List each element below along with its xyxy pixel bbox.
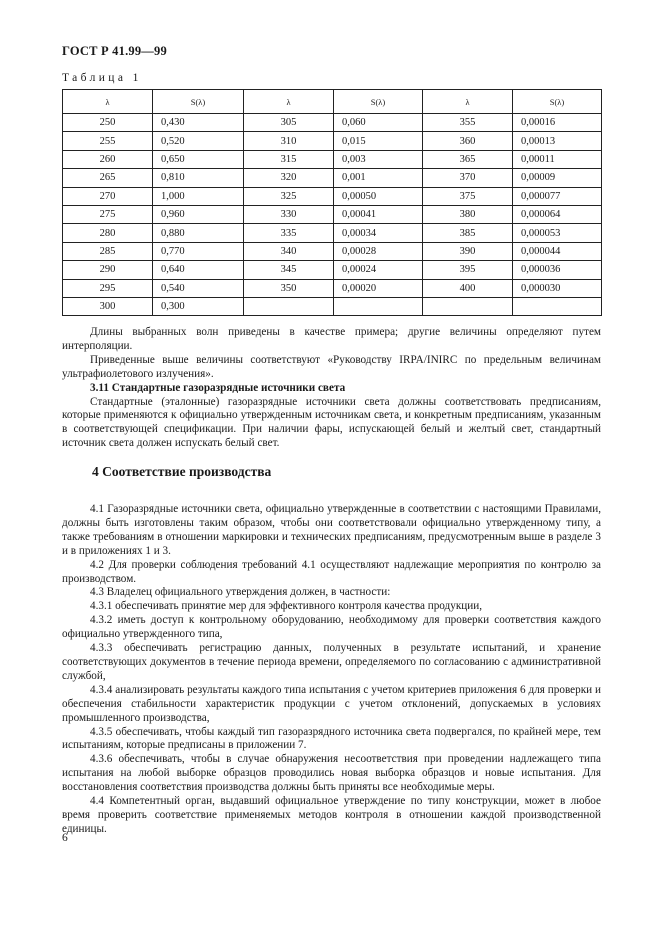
- weighting-value-cell: 0,810: [153, 169, 244, 187]
- wavelength-cell: 400: [423, 279, 513, 297]
- weighting-value-cell: 0,00041: [334, 205, 423, 223]
- paragraph-4-4: 4.4 Компетентный орган, выдавший официальное утверждение по типу конструкции, может в любое время проверить соответствие применяемых методов контроля в отношении каждой производственной единицы.: [62, 795, 601, 835]
- table-header-row: [63, 90, 602, 114]
- weighting-value-cell: 0,001: [334, 169, 423, 187]
- table-row: [63, 224, 602, 242]
- weighting-value-cell: 0,00050: [334, 187, 423, 205]
- weighting-value-cell: 0,000030: [513, 279, 602, 297]
- weighting-value-cell: 0,00009: [513, 169, 602, 187]
- section-4-body: [62, 503, 601, 837]
- paragraph-3-11: Стандартные (эталонные) газоразрядные источники света должны соответствовать предписаниям, которые применяются к официально утвержденным источникам света, и конкретным предписаниям, указанным в соответствующей спецификации. При наличии фары, испускающей белый и желтый свет, стандартный источник света должен испускать белый свет.: [62, 395, 601, 450]
- table-row: [63, 279, 602, 297]
- weighting-value-cell: 0,015: [334, 132, 423, 150]
- table-body: [63, 114, 602, 316]
- weighting-value-cell: 0,060: [334, 114, 423, 132]
- paragraph-4-3-3: 4.3.3 обеспечивать регистрацию данных, полученных в результате испытаний, и хранение соответствующих документов в течение периода времени, определяемого по согласованию с административной службой,: [62, 642, 601, 682]
- wavelength-cell: 290: [63, 261, 153, 279]
- section-heading-4: 4 Соответствие производства: [92, 464, 272, 479]
- wavelength-cell: 325: [244, 187, 334, 205]
- weighting-value-cell: 0,00016: [513, 114, 602, 132]
- weighting-value-cell: 1,000: [153, 187, 244, 205]
- weighting-value-cell: 0,430: [153, 114, 244, 132]
- paragraph-4-3-6: 4.3.6 обеспечивать, чтобы в случае обнаружения несоответствия при проведении надлежащего типа испытания на любой выборке образцов проводились новая выборка образцов и новые испытания. Для восстановления соответствия производства должны быть приняты все необходимые меры.: [62, 753, 601, 794]
- wavelength-cell: 340: [244, 242, 334, 260]
- wavelength-cell: 275: [63, 205, 153, 223]
- paragraph-4-3-1: 4.3.1 обеспечивать принятие мер для эффективного контроля качества продукции,: [90, 600, 483, 613]
- header-s-lambda: S(λ): [334, 90, 423, 114]
- wavelength-cell: [244, 297, 334, 315]
- wavelength-cell: 365: [423, 150, 513, 168]
- wavelength-cell: 395: [423, 261, 513, 279]
- weighting-value-cell: 0,00028: [334, 242, 423, 260]
- table-row: [63, 297, 602, 315]
- weighting-value-cell: 0,00020: [334, 279, 423, 297]
- table-row: [63, 169, 602, 187]
- wavelength-cell: 335: [244, 224, 334, 242]
- header-lambda: λ: [63, 90, 153, 114]
- weighting-value-cell: 0,000064: [513, 205, 602, 223]
- note-irpa-reference: Приведенные выше величины соответствуют «Руководству IRPA/INIRC по предельным величинам ультрафиолетового излучения».: [62, 353, 601, 380]
- table-row: [63, 114, 602, 132]
- wavelength-cell: 260: [63, 150, 153, 168]
- wavelength-cell: 390: [423, 242, 513, 260]
- weighting-value-cell: 0,00024: [334, 261, 423, 279]
- weighting-value-cell: 0,003: [334, 150, 423, 168]
- header-s-lambda: S(λ): [153, 90, 244, 114]
- weighting-value-cell: 0,00034: [334, 224, 423, 242]
- header-s-lambda: S(λ): [513, 90, 602, 114]
- wavelength-cell: 265: [63, 169, 153, 187]
- weighting-value-cell: 0,540: [153, 279, 244, 297]
- weighting-value-cell: 0,960: [153, 205, 244, 223]
- wavelength-cell: 280: [63, 224, 153, 242]
- weighting-value-cell: 0,300: [153, 297, 244, 315]
- table-caption: Таблица 1: [62, 72, 142, 84]
- weighting-value-cell: 0,000077: [513, 187, 602, 205]
- wavelength-cell: 350: [244, 279, 334, 297]
- paragraph-4-3: 4.3 Владелец официального утверждения должен, в частности:: [90, 586, 391, 599]
- paragraph-4-1: 4.1 Газоразрядные источники света, официально утвержденные в соответствии с настоящими Правилами, должны быть изготовлены таким образом, чтобы они соответствовали официально утвержденному типу, а также требованиям в отношении маркировки и технических предписаниям, предусмотренным выше в разделе 3 и в приложениях 1 и 3.: [62, 503, 601, 557]
- notes-block: [62, 326, 601, 451]
- table-row: [63, 242, 602, 260]
- note-interpolation: Длины выбранных волн приведены в качестве примера; другие величины определяют путем интерполяции.: [62, 326, 601, 352]
- wavelength-cell: 370: [423, 169, 513, 187]
- weighting-value-cell: [513, 297, 602, 315]
- paragraph-4-3-5: 4.3.5 обеспечивать, чтобы каждый тип газоразрядного источника света подвергался, по крайней мере, тем испытаниям, которые предписаны в приложении 7.: [62, 725, 601, 752]
- weighting-value-cell: 0,880: [153, 224, 244, 242]
- wavelength-cell: 375: [423, 187, 513, 205]
- subsection-heading-3-11: 3.11 Стандартные газоразрядные источники света: [90, 381, 346, 394]
- table-row: [63, 187, 602, 205]
- wavelength-cell: 310: [244, 132, 334, 150]
- document-header: ГОСТ Р 41.99—99: [62, 44, 167, 58]
- weighting-value-cell: 0,640: [153, 261, 244, 279]
- wavelength-cell: 250: [63, 114, 153, 132]
- weighting-value-cell: 0,650: [153, 150, 244, 168]
- wavelength-cell: 295: [63, 279, 153, 297]
- wavelength-cell: 345: [244, 261, 334, 279]
- spectral-weighting-table: [62, 89, 602, 316]
- header-lambda: λ: [423, 90, 513, 114]
- paragraph-4-2: 4.2 Для проверки соблюдения требований 4.1 осуществляют надлежащие мероприятия по контролю за производством.: [62, 558, 601, 585]
- weighting-value-cell: 0,00011: [513, 150, 602, 168]
- wavelength-cell: 305: [244, 114, 334, 132]
- wavelength-cell: 320: [244, 169, 334, 187]
- weighting-value-cell: 0,520: [153, 132, 244, 150]
- weighting-value-cell: 0,00013: [513, 132, 602, 150]
- weighting-value-cell: 0,770: [153, 242, 244, 260]
- page-number: 6: [62, 832, 68, 844]
- table-row: [63, 205, 602, 223]
- table-row: [63, 150, 602, 168]
- weighting-value-cell: 0,000044: [513, 242, 602, 260]
- header-lambda: λ: [244, 90, 334, 114]
- weighting-value-cell: 0,000036: [513, 261, 602, 279]
- table-row: [63, 132, 602, 150]
- wavelength-cell: 285: [63, 242, 153, 260]
- wavelength-cell: 385: [423, 224, 513, 242]
- wavelength-cell: 360: [423, 132, 513, 150]
- wavelength-cell: 255: [63, 132, 153, 150]
- weighting-value-cell: 0,000053: [513, 224, 602, 242]
- paragraph-4-3-4: 4.3.4 анализировать результаты каждого типа испытания с учетом критериев приложения 6 для проверки и обеспечения стабильности характеристик продукции с учетом отклонений, допускаемых в условиях промышленного производства,: [62, 683, 601, 724]
- weighting-value-cell: [334, 297, 423, 315]
- wavelength-cell: 300: [63, 297, 153, 315]
- wavelength-cell: 330: [244, 205, 334, 223]
- wavelength-cell: 270: [63, 187, 153, 205]
- wavelength-cell: 355: [423, 114, 513, 132]
- wavelength-cell: 380: [423, 205, 513, 223]
- paragraph-4-3-2: 4.3.2 иметь доступ к контрольному оборудованию, необходимому для проверки соответствия каждого официально утвержденного типа,: [62, 614, 601, 641]
- table-row: [63, 261, 602, 279]
- wavelength-cell: [423, 297, 513, 315]
- wavelength-cell: 315: [244, 150, 334, 168]
